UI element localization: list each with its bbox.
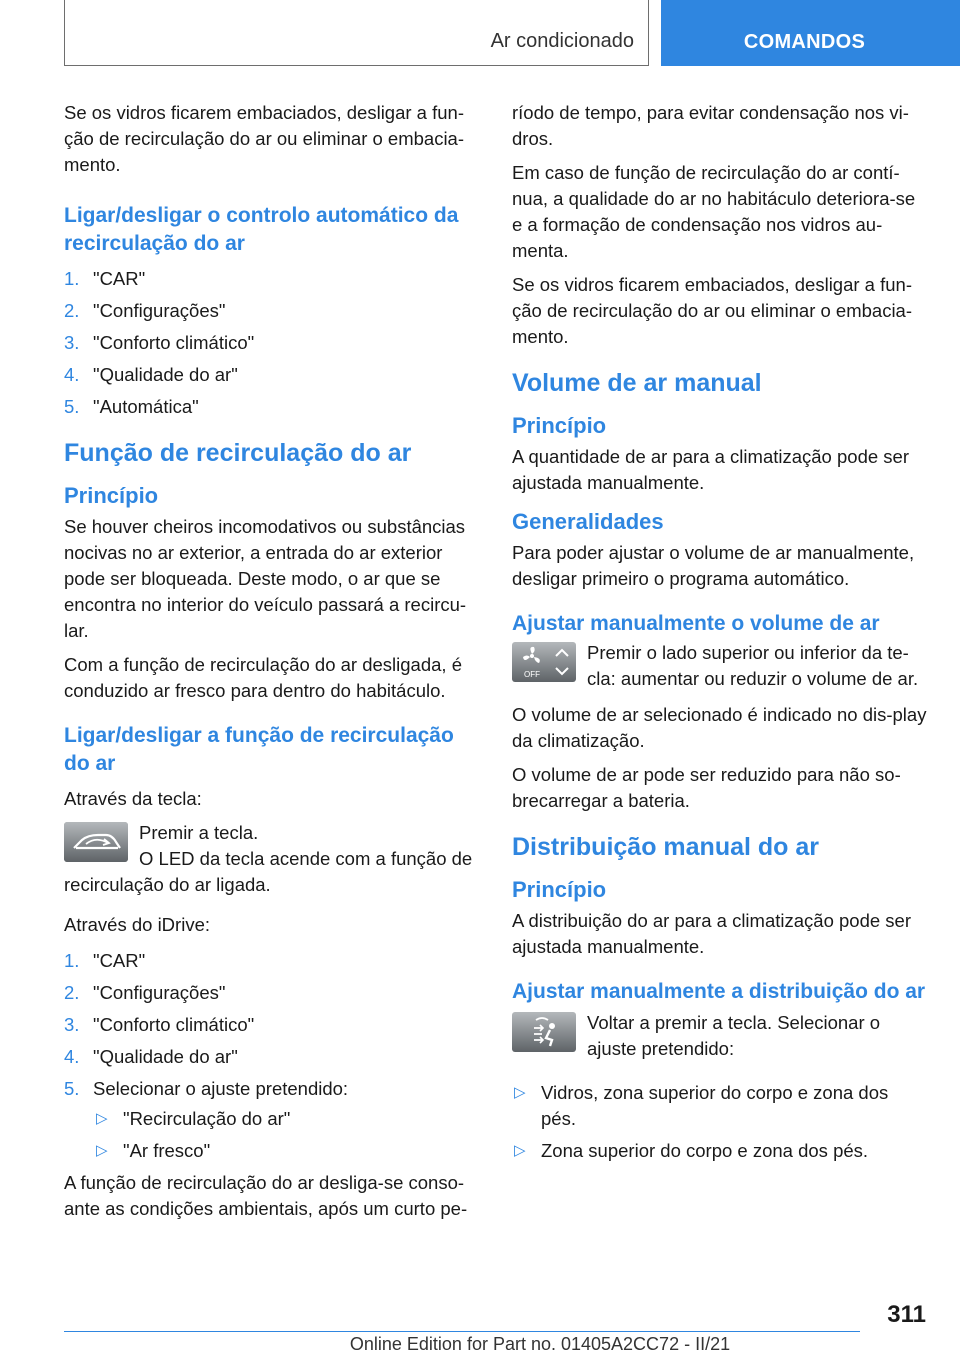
list-item: ▷ Vidros, zona superior do corpo e zona dos pés. bbox=[514, 1082, 889, 1129]
heading-principle: Princípio bbox=[64, 483, 159, 508]
header-section-title: Ar condicionado bbox=[490, 30, 634, 52]
heading-manual-volume: Volume de ar manual bbox=[512, 369, 762, 397]
continuous-recirculation-paragraph: Em caso de função de recirculação do ar contí-nua, a qualidade do ar no habitáculo deteriora-se e a formação de condensação nos vidros au-menta. bbox=[512, 162, 916, 261]
distribution-principle-paragraph: A distribuição do ar para a climatização pode ser ajustada manualmente. bbox=[512, 910, 911, 957]
fogged-windows-paragraph: Se os vidros ficarem embaciados, desligar a fun-ção de recirculação do ar ou eliminar o embacia-mento. bbox=[512, 274, 913, 347]
fan-speed-button-icon bbox=[512, 642, 576, 687]
list-item: ▷ "Recirculação do ar" bbox=[96, 1108, 291, 1129]
list-item: 3. "Conforto climático" bbox=[64, 1014, 255, 1035]
right-column bbox=[512, 100, 927, 1170]
header-chapter-tab bbox=[661, 0, 960, 66]
outro-paragraph: A função de recirculação do ar desliga-se conso-ante as condições ambientais, após um curto pe- bbox=[64, 1172, 468, 1219]
list-item: 2. "Configurações" bbox=[64, 300, 226, 321]
fan-button-row bbox=[512, 640, 927, 702]
list-item: 1. "CAR" bbox=[64, 950, 146, 971]
recirculation-button-icon bbox=[64, 822, 128, 862]
heading-adjust-volume: Ajustar manualmente o volume de ar bbox=[512, 612, 880, 635]
list-item: 5. "Automática" bbox=[64, 396, 199, 417]
volume-principle-paragraph: A quantidade de ar para a climatização pode ser ajustada manualmente. bbox=[512, 446, 909, 493]
heading-auto-control: Ligar/desligar o controlo automático da recirculação do ar bbox=[64, 204, 459, 255]
intro-paragraph: Se os vidros ficarem embaciados, desligar a fun-ção de recirculação do ar ou eliminar o embacia-mento. bbox=[64, 102, 465, 175]
heading-recirculation: Função de recirculação do ar bbox=[64, 439, 412, 467]
footer-divider bbox=[64, 1331, 860, 1332]
press-side-text: Premir o lado superior ou inferior da te-cla: aumentar ou reduzir o volume de ar. bbox=[587, 642, 919, 689]
press-button-text: Premir a tecla. bbox=[139, 822, 259, 843]
list-item: 1. "CAR" bbox=[64, 268, 146, 289]
list-item: 4. "Qualidade do ar" bbox=[64, 364, 238, 385]
list-item: ▷ Zona superior do corpo e zona dos pés. bbox=[514, 1140, 869, 1161]
list-item: 3. "Conforto climático" bbox=[64, 332, 255, 353]
list-item: ▷ "Ar fresco" bbox=[96, 1140, 211, 1161]
page-number: 311 bbox=[887, 1301, 926, 1328]
left-column bbox=[64, 100, 478, 1230]
steps-list-auto bbox=[64, 266, 478, 420]
via-button-label: Através da tecla: bbox=[64, 788, 202, 809]
heading-principle: Princípio bbox=[512, 413, 607, 438]
svg-text:OFF: OFF bbox=[524, 670, 540, 679]
distribution-options-list bbox=[512, 1080, 927, 1164]
continued-paragraph: ríodo de tempo, para evitar condensação nos vi-dros. bbox=[512, 102, 909, 149]
heading-adjust-distribution: Ajustar manualmente a distribuição do ar bbox=[512, 980, 926, 1003]
principle-paragraph-2: Com a função de recirculação do ar desligada, é conduzido ar fresco para dentro do habitáculo. bbox=[64, 654, 462, 701]
steps-list-idrive bbox=[64, 948, 478, 1102]
volume-reduced-paragraph: O volume de ar pode ser reduzido para não so-brecarregar a bateria. bbox=[512, 764, 901, 811]
principle-paragraph-1: Se houver cheiros incomodativos ou substâncias nocivas no ar exterior, a entrada do ar exterior pode ser bloqueada. Deste modo, o ar que se encontra no interior do veículo passará a recircu-lar. bbox=[64, 516, 467, 641]
air-distribution-button-icon bbox=[512, 1012, 576, 1057]
heading-manual-distribution: Distribuição manual do ar bbox=[512, 833, 820, 861]
via-idrive-label: Através do iDrive: bbox=[64, 914, 210, 935]
heading-toggle-recirculation: Ligar/desligar a função de recirculação do ar bbox=[64, 724, 454, 775]
recirculation-button-row bbox=[64, 820, 478, 866]
list-item: 4. "Qualidade do ar" bbox=[64, 1046, 238, 1067]
heading-general: Generalidades bbox=[512, 509, 664, 534]
header-section-box bbox=[64, 0, 649, 66]
press-again-text: Voltar a premir a tecla. Selecionar o ajuste pretendido: bbox=[587, 1012, 881, 1059]
sub-options-list bbox=[64, 1106, 478, 1164]
distribution-button-row bbox=[512, 1010, 927, 1076]
footer-edition: Online Edition for Part no. 01405A2CC72 - II/21 bbox=[349, 1334, 731, 1354]
heading-principle: Princípio bbox=[512, 877, 607, 902]
volume-indicated-paragraph: O volume de ar selecionado é indicado no dis-play da climatização. bbox=[512, 704, 927, 751]
general-paragraph: Para poder ajustar o volume de ar manualmente, desligar primeiro o programa automático. bbox=[512, 542, 915, 589]
led-paragraph: O LED da tecla acende com a função de recirculação do ar ligada. bbox=[64, 848, 473, 895]
header-chapter-title: COMANDOS bbox=[743, 31, 866, 53]
list-item: 5. Selecionar o ajuste pretendido: bbox=[64, 1078, 349, 1099]
list-item: 2. "Configurações" bbox=[64, 982, 226, 1003]
